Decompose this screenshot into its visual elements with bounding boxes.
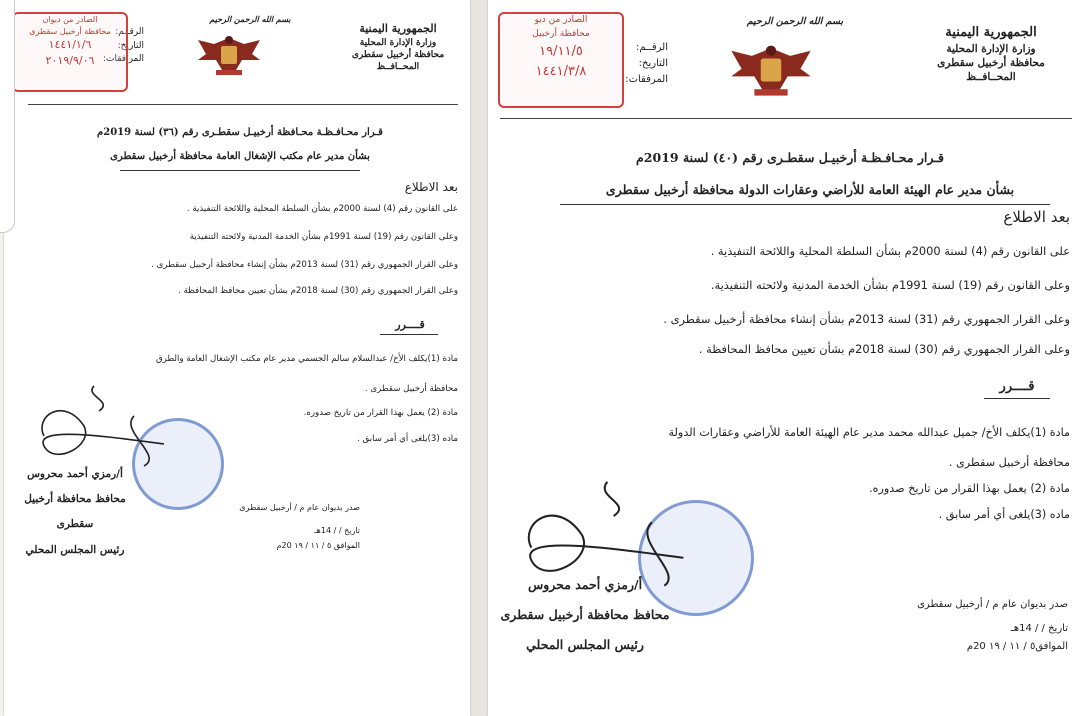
office-name: المحــافــظ (966, 70, 1016, 83)
decided-heading: قــــرر (395, 318, 425, 331)
stamp-title: الصادر من ديو (534, 15, 588, 25)
stamp-number: ١٤٤١/١/٦ (48, 38, 92, 52)
ref-date-label: التاريخ: (117, 40, 144, 51)
signatory-name: أ/رمزي أحمد محروس (527, 577, 643, 592)
signature-block (10, 462, 140, 563)
decree-title: قـرار محـافـظـة محـافظة أرخبيـل سقطـرى رقم (٣٦) لسنة 2019م (97, 127, 383, 138)
decree-document-right (488, 0, 1080, 716)
signatory-title: محافظ محافظة أرخبيل سقطرى (500, 607, 670, 622)
issued-hijri-date: تاريخ / / 14هـ (314, 526, 360, 536)
governorate-name: محافظة أرخبيل سقطرى (937, 56, 1045, 69)
issue-stamp (498, 12, 624, 108)
decree-subject: بشأن مدير عام مكتب الإشغال العامة محافظة أرخبيل سقطرى (110, 151, 370, 162)
office-name: المحــافــظ (376, 62, 420, 73)
subject-underline (120, 170, 360, 171)
subject-underline (560, 204, 1050, 205)
decided-underline (984, 398, 1050, 399)
stamp-subtitle: محافظة أرخبيل (532, 28, 590, 39)
issue-stamp (12, 12, 128, 92)
reference-item: وعلى القرار الجمهوري رقم (30) لسنة 2018م بشأن تعيين محافظ المحافظة . (698, 342, 1070, 356)
article-item: مادة (1)يكلف الأخ/ عبدالسلام سالم الجسمي مدير عام مكتب الإشغال العامة والطرق (155, 354, 458, 364)
eagle-emblem-icon (194, 30, 264, 80)
stamp-date: ٢٠١٩/٩/٠٦ (45, 54, 95, 68)
basmala: بسم الله الرحمن الرحيم (209, 14, 291, 24)
issued-gregorian-date: الموافق ٥ / ١١ / ١٩ 20م (276, 541, 360, 551)
issued-gregorian-date: الموافق٥ / ١١ / ١٩ 20م (966, 641, 1068, 652)
decree-title: قـرار محـافـظـة أرخبيـل سقطـرى رقم (٤٠) لسنة 2019م (636, 150, 944, 165)
republic-name: الجمهورية اليمنية (945, 25, 1037, 40)
reference-labels (625, 40, 668, 88)
issued-place: صدر بديوان عام م / أرخبيل سقطرى (917, 599, 1068, 610)
basmala: بسم الله الرحمن الرحيم (746, 16, 844, 27)
reference-item: وعلى القرار الجمهوري رقم (30) لسنة 2018م بشأن تعيين محافظ المحافظة . (177, 286, 458, 296)
signatory-name: أ/رمزي أحمد محروس (27, 468, 123, 480)
article-item: مادة (2) يعمل بهذا القرار من تاريخ صدوره. (303, 408, 458, 418)
decided-heading: قــــرر (999, 379, 1035, 394)
issued-hijri-date: تاريخ / / 14هـ (1010, 623, 1068, 634)
article-item: محافظة أرخبيل سقطرى . (364, 384, 458, 394)
ministry-name: وزارة الإدارة المحلية (946, 42, 1036, 55)
reference-item: وعلى القانون رقم (19) لسنة 1991م بشأن الخدمة المدنية ولائحته التنفيذية (189, 232, 458, 242)
signatory-title: محافظ محافظة أرخبيل سقطرى (24, 493, 126, 531)
stamp-title: الصادر من ديوان (42, 15, 98, 24)
reference-item: وعلى القانون رقم (19) لسنة 1991م بشأن الخدمة المدنية ولائحته التنفيذية. (710, 278, 1070, 292)
page-gap (470, 0, 488, 716)
header-divider (28, 104, 458, 105)
ref-number-label: الرقــم: (115, 27, 144, 37)
article-item: مادة (2) يعمل بهذا القرار من تاريخ صدوره. (869, 482, 1070, 495)
ref-attachments-label: المرفقات: (625, 74, 668, 85)
signature-icon (24, 376, 174, 476)
article-item: مادة (1)يكلف الأخ/ جميل عبدالله محمد مدير عام الهيئة العامة للأراضي وعقارات الدولة (668, 426, 1070, 439)
article-item: ماده (3)يلغى أي أمر سابق . (357, 434, 458, 444)
reference-item: وعلى القرار الجمهوري رقم (31) لسنة 2013م بشأن إنشاء محافظة أرخبيل سقطرى . (663, 312, 1070, 326)
decree-document-left (4, 0, 470, 716)
article-item: ماده (3)يلغى أي أمر سابق . (938, 508, 1070, 521)
ref-number-label: الرقــم: (635, 42, 668, 53)
stamp-number: ١٩/١١/٥ (539, 43, 583, 59)
ministry-name: وزارة الإدارة المحلية (359, 37, 437, 48)
header-divider (500, 118, 1072, 119)
issued-block (210, 500, 360, 554)
ref-date-label: التاريخ: (638, 58, 668, 69)
reference-item: على القانون رقم (4) لسنة 2000م بشأن السلطة المحلية واللائحة التنفيذية . (710, 244, 1070, 258)
issued-place: صدر بديوان عام م / أرخبيل سقطرى (239, 503, 360, 512)
article-item: محافظة أرخبيل سقطرى . (948, 456, 1070, 469)
signatory-council: رئيس المجلس المحلي (25, 543, 125, 556)
signatory-council: رئيس المجلس المحلي (526, 637, 644, 652)
governorate-name: محافظة أرخبيل سقطرى (351, 49, 445, 60)
header-authority (916, 24, 1066, 84)
reference-item: وعلى القرار الجمهوري رقم (31) لسنة 2013م بشأن إنشاء محافظة أرخبيل سقطرى . (151, 260, 458, 270)
stamp-subtitle: محافظة أرخبيل سقطرى (29, 26, 111, 36)
decided-underline (380, 334, 438, 335)
side-panel-edge (0, 0, 15, 233)
issued-block (878, 596, 1068, 656)
ref-attachments-label: المرافقات: (102, 54, 144, 64)
header-authority (338, 22, 458, 73)
preamble: بعد الاطلاع (1003, 208, 1070, 226)
eagle-emblem-icon (726, 38, 816, 102)
stamp-date: ١٤٤١/٣/٨ (535, 64, 587, 80)
reference-item: على القانون رقم (4) لسنة 2000م بشأن السلطة المحلية واللائحة التنفيذية . (186, 204, 458, 214)
republic-name: الجمهورية اليمنية (359, 22, 437, 35)
preamble: بعد الاطلاع (404, 180, 458, 194)
decree-subject: بشأن مدير عام الهيئة العامة للأراضي وعقارات الدولة محافظة أرخبيل سقطرى (605, 182, 1015, 197)
signature-block (500, 570, 670, 660)
